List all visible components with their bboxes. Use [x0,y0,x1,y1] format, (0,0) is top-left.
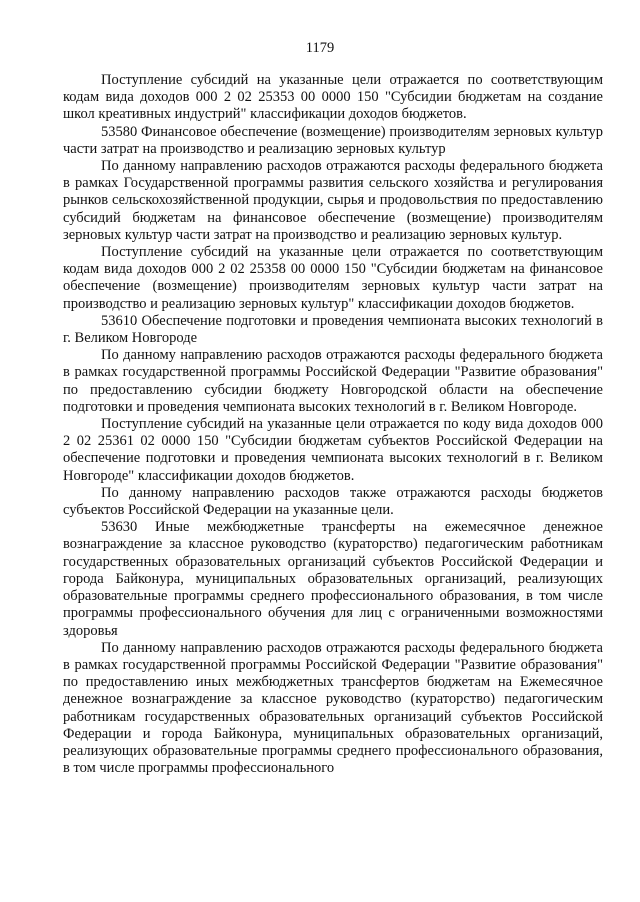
paragraph-53610-expenses: По данному направлению расходов отражаются расходы федерального бюджета в рамках государственной программы Российской Федерации "Развитие образования" по предоставлению субсидии бюджету Новгородской области на обеспечение подготовки и проведения чемпионата высоких технологий в г. Великом Новгороде. [63,347,603,415]
paragraph-subsidy-income-creative-schools: Поступление субсидий на указанные цели отражается по соответствующим кодам вида доходов 000 2 02 25353 00 0000 150 "Субсидии бюджетам на создание школ креативных индустрий" классификации доходов бюджетов. [63,72,603,123]
paragraph-53630-expenses: По данному направлению расходов отражаются расходы федерального бюджета в рамках государственной программы Российской Федерации "Развитие образования" по предоставлению иных межбюджетных трансфертов бюджетам на Ежемесячное денежное вознаграждение за классное руководство (кураторство) педагогическим работникам государственных образовательных организаций субъектов Российской Федерации и города Байконура, муниципальных образовательных организаций, реализующих образовательные программы среднего профессионального образования, в том числе программы профессионального [63,639,603,777]
heading-53610-hightech-championship: 53610 Обеспечение подготовки и проведения чемпионата высоких технологий в г. Великом Новгороде [63,312,603,347]
heading-53630-class-supervision-payments: 53630 Иные межбюджетные трансферты на ежемесячное денежное вознаграждение за классное руководство (кураторство) педагогическим работникам государственных образовательных организаций субъектов Российской Федерации и города Байконура, муниципальных образовательных организаций, реализующих образовательные программы среднего профессионального образования, в том числе программы профессионального обучения для лиц с ограниченными возможностями здоровья [63,519,603,639]
document-body [63,72,603,777]
paragraph-53580-expenses: По данному направлению расходов отражаются расходы федерального бюджета в рамках Государственной программы развития сельского хозяйства и регулирования рынков сельскохозяйственной продукции, сырья и продовольствия по предоставлению субсидий бюджетам на финансовое обеспечение (возмещение) производителям зерновых культур части затрат на производство и реализацию зерновых культур. [63,158,603,243]
paragraph-53610-regional-expenses: По данному направлению расходов также отражаются расходы бюджетов субъектов Российской Федерации на указанные цели. [63,484,603,519]
page-number: 1179 [305,40,335,56]
paragraph-53580-income: Поступление субсидий на указанные цели отражается по соответствующим кодам вида доходов 000 2 02 25358 00 0000 150 "Субсидии бюджетам на финансовое обеспечение (возмещение) производителям зерновых культур части затрат на производство и реализацию зерновых культур" классификации доходов бюджетов. [63,244,603,312]
heading-53580-grain-crops: 53580 Финансовое обеспечение (возмещение) производителям зерновых культур части затрат на производство и реализацию зерновых культур [63,123,603,157]
paragraph-53610-income: Поступление субсидий на указанные цели отражается по коду вида доходов 000 2 02 25361 02 0000 150 "Субсидии бюджетам субъектов Российской Федерации на обеспечение подготовки и проведения чемпионата высоких технологий в г. Великом Новгороде" классификации доходов бюджетов. [63,416,603,484]
